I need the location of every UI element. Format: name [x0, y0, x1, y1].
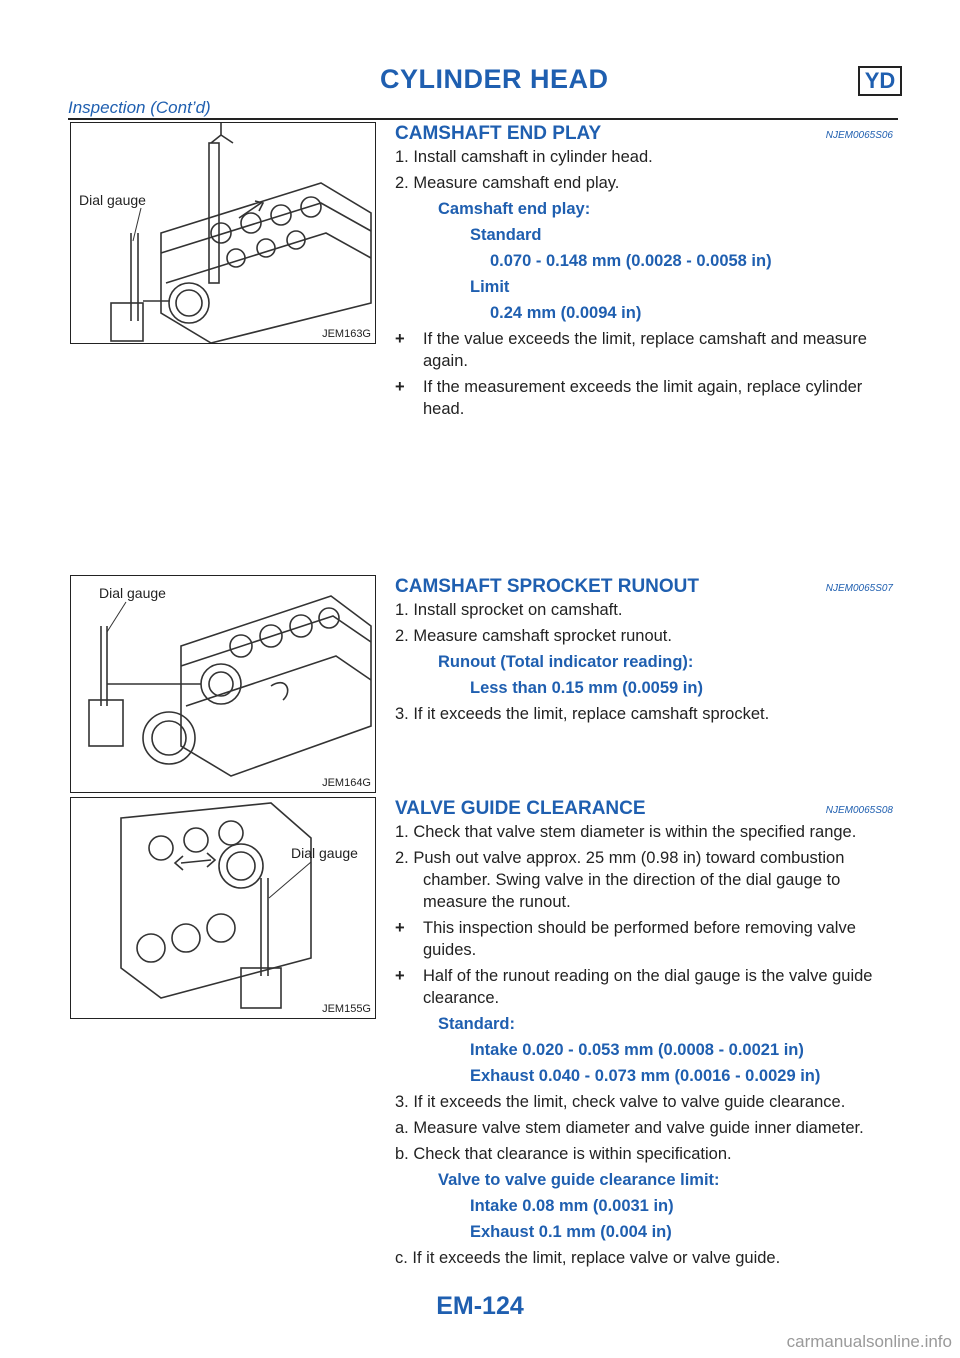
section-ref: NJEM0065S06 [825, 130, 893, 141]
standard-label: Standard [470, 226, 542, 244]
figure-valve-guide-clearance [70, 797, 376, 1019]
figure-camshaft-end-play [70, 122, 376, 344]
valve-guide-illustration [71, 798, 375, 1018]
intake-limit: Intake 0.08 mm (0.0031 in) [470, 1197, 674, 1215]
bullet-symbol: + [395, 378, 405, 396]
bullet-item: + If the value exceeds the limit, replace camshaft and measure again. [395, 330, 867, 370]
section-camshaft-end-play [395, 122, 893, 424]
step: 1. Install sprocket on camshaft. [395, 601, 623, 619]
section-camshaft-sprocket-runout [395, 575, 893, 729]
figure-sprocket-runout [70, 575, 376, 793]
figure-code: JEM163G [322, 328, 371, 340]
section-title: VALVE GUIDE CLEARANCE NJEM0065S08 [395, 797, 893, 821]
spec-label: Runout (Total indicator reading): [438, 653, 694, 671]
step: c. If it exceeds the limit, replace valve or valve guide. [395, 1249, 781, 1267]
step: 2. Measure camshaft sprocket runout. [395, 627, 672, 645]
standard-value: 0.070 - 0.148 mm (0.0028 - 0.0058 in) [490, 252, 772, 270]
cylinder-head-illustration [71, 123, 375, 343]
bullet-item: + This inspection should be performed before removing valve guides. [395, 919, 856, 959]
step: 2. Measure camshaft end play. [395, 174, 620, 192]
step: 3. If it exceeds the limit, check valve to valve guide clearance. [395, 1093, 846, 1111]
page-number: EM-124 [436, 1292, 524, 1320]
section-ref: NJEM0065S07 [825, 583, 893, 594]
header-rule [68, 118, 898, 120]
dial-gauge-label: Dial gauge [99, 585, 166, 601]
sprocket-runout-illustration [71, 576, 375, 792]
header-subtitle: Inspection (Cont’d) [68, 98, 211, 117]
exhaust-limit: Exhaust 0.1 mm (0.004 in) [470, 1223, 672, 1241]
section-title: CAMSHAFT END PLAY NJEM0065S06 [395, 122, 893, 146]
dial-gauge-label: Dial gauge [291, 845, 358, 861]
standard-label: Standard: [438, 1015, 516, 1033]
figure-code: JEM164G [322, 777, 371, 789]
step: 3. If it exceeds the limit, replace camshaft sprocket. [395, 705, 770, 723]
header-title: CYLINDER HEAD [380, 64, 609, 94]
bullet-item: + If the measurement exceeds the limit again, replace cylinder head. [395, 378, 863, 418]
section-valve-guide-clearance [395, 797, 893, 1273]
figure-code: JEM155G [322, 1003, 371, 1015]
step: b. Check that clearance is within specification. [395, 1145, 732, 1163]
limit-value: 0.24 mm (0.0094 in) [490, 304, 642, 322]
spec-value: Less than 0.15 mm (0.0059 in) [470, 679, 703, 697]
exhaust-standard: Exhaust 0.040 - 0.073 mm (0.0016 - 0.0029 in) [470, 1067, 821, 1085]
limit-label: Limit [470, 278, 510, 296]
step: 2. Push out valve approx. 25 mm (0.98 in) toward combustion chamber. Swing valve in the direction of the dial gauge to measure the runout. [395, 849, 845, 911]
limit-label: Valve to valve guide clearance limit: [438, 1171, 720, 1189]
bullet-symbol: + [395, 919, 405, 937]
step: 1. Check that valve stem diameter is within the specified range. [395, 823, 857, 841]
engine-badge: YD [858, 66, 902, 96]
bullet-symbol: + [395, 967, 405, 985]
dial-gauge-label: Dial gauge [79, 192, 146, 208]
section-ref: NJEM0065S08 [825, 805, 893, 816]
bullet-item: + Half of the runout reading on the dial gauge is the valve guide clearance. [395, 967, 873, 1007]
step: a. Measure valve stem diameter and valve guide inner diameter. [395, 1119, 864, 1137]
intake-standard: Intake 0.020 - 0.053 mm (0.0008 - 0.0021 in) [470, 1041, 804, 1059]
bullet-symbol: + [395, 330, 405, 348]
section-title: CAMSHAFT SPROCKET RUNOUT NJEM0065S07 [395, 575, 893, 599]
spec-label: Camshaft end play: [438, 200, 591, 218]
step: 1. Install camshaft in cylinder head. [395, 148, 653, 166]
watermark[interactable]: carmanualsonline.info [786, 1332, 952, 1351]
